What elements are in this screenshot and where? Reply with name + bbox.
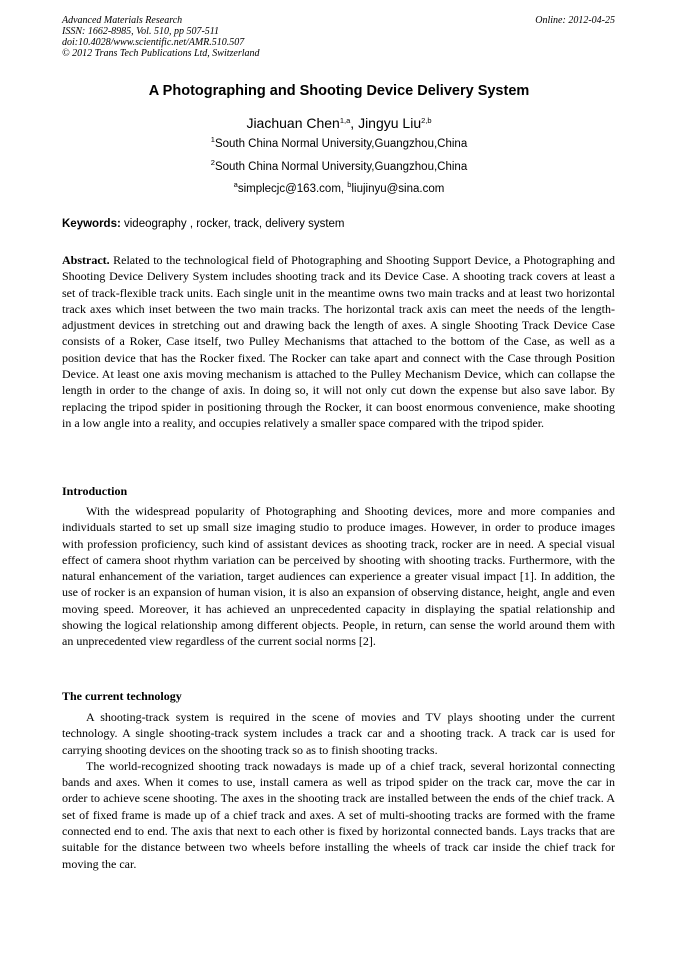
author-affiliation-mark: 1,a <box>339 116 351 125</box>
email-address: liujinyu@sina.com <box>351 183 445 195</box>
abstract <box>62 252 615 431</box>
email-mark: a <box>233 180 238 189</box>
current-technology-paragraph: A shooting-track system is required in the scene of movies and TV plays shooting under the current technology. A single shooting-track system includes a track car and a shooting track. A track car is used for carrying shooting devices on the shooting track so as to finish shooting tracks. <box>62 710 615 757</box>
journal-name: Advanced Materials Research <box>62 15 183 26</box>
affiliation <box>0 137 678 151</box>
affiliation-text: South China Normal University,Guangzhou,China <box>214 138 468 150</box>
email-mark: b <box>347 180 352 189</box>
affiliation <box>0 160 678 174</box>
introduction-paragraph: With the widespread popularity of Photographing and Shooting devices, more and more companies and individuals started to set up small size imaging studio to produce images. However, in order to produce images with profession proficiency, such kind of assistant devices as shooting track, rocker are in need. A special visual effect of camera shoot rhythm variation can be perceived by shooting with shooting tracks. Furthermore, with the natural enhancement of the variation, target audiences can experience a greater visual impact [1]. In addition, the use of rocker is an expansion of human vision, it is also an expansion of observing distance, height, angle and even moving speed. Moreover, it has achieved an unprecedented capacity in displaying the spatial relationship and showing the logical relationship among different objects. People, in return, can sense the world around them with an unprecedented view regardless of the current social norms [2]. <box>62 504 615 649</box>
doi-line: doi:10.4028/www.scientific.net/AMR.510.507 <box>62 37 245 48</box>
keywords-text: videography , rocker, track, delivery system <box>120 218 345 230</box>
current-technology-paragraph: The world-recognized shooting track nowadays is made up of a chief track, several horizontal connecting bands and axes. When it comes to use, install camera as well as tripod spider on the track car, move the car in order to achieve scene shooting. The axes in the shooting track are installed between the ends of the chief track. A set of fixed frame is made up of a chief track and axes. A set of multi-shooting tracks are formed with the frame connected end to end. The axis that next to each other is fixed by horizontal connected bands. Lays tracks that are suitable for the distance between two wheels before installing the wheels of track car inside the chief track for moving the car. <box>62 758 615 871</box>
section-heading-introduction: Introduction <box>62 484 128 498</box>
author-separator: , <box>350 115 359 131</box>
author-affiliation-mark: 2,b <box>421 116 432 125</box>
abstract-label: Abstract. <box>62 253 110 267</box>
copyright-line: © 2012 Trans Tech Publications Ltd, Switzerland <box>62 48 260 59</box>
affiliation-mark: 2 <box>210 158 215 167</box>
affiliation-text: South China Normal University,Guangzhou,China <box>214 161 468 173</box>
keywords-label: Keywords: <box>62 218 121 230</box>
keywords <box>62 217 622 231</box>
author-name: Jingyu Liu <box>358 115 422 131</box>
email-line <box>0 182 678 196</box>
journal-header <box>62 15 260 59</box>
current-technology-body <box>62 709 615 872</box>
affiliation-mark: 1 <box>210 135 215 144</box>
introduction-body <box>62 503 615 650</box>
abstract-text: Related to the technological field of Photographing and Shooting Support Device, a Photographing and Shooting Device Delivery System includes shooting track and its Device Case. A shooting track covers at least a set of track-flexible track units. Each single unit in the meantime owns two main tracks and at least two horizontal track axes which inset between the two main tracks. The horizontal track axis can meet the needs of the length-adjustment devices in stretching out and drawing back the length of axes. A single Shooting Track Device Case consists of a Roker, Case itself, two Pulley Mechanisms that attached to the bottom of the Case, as well as a position device that has the Rocker fixed. The Rocker can take apart and connect with the Case through Position Device. At least one axis moving mechanism is attached to the Pulley Mechanism Device, which can collapse the length in order to the change of axis. In doing so, it will not only cut down the expense but also save labor. By replacing the tripod spider in positioning through the Rocker, it can boost enormous convenience, make shooting in a low angle into a reality, and occupies relatively a smaller space compared with the tripod spider. <box>62 253 615 430</box>
email-address: simplecjc@163.com <box>237 183 341 195</box>
issn-line: ISSN: 1662-8985, Vol. 510, pp 507-511 <box>62 26 220 37</box>
author-line <box>0 114 678 132</box>
online-date: Online: 2012-04-25 <box>535 15 615 26</box>
author-name: Jiachuan Chen <box>246 115 340 131</box>
email-separator: , <box>340 183 348 195</box>
paper-title: A Photographing and Shooting Device Delivery System <box>148 83 530 99</box>
section-heading-current-technology: The current technology <box>62 689 182 703</box>
